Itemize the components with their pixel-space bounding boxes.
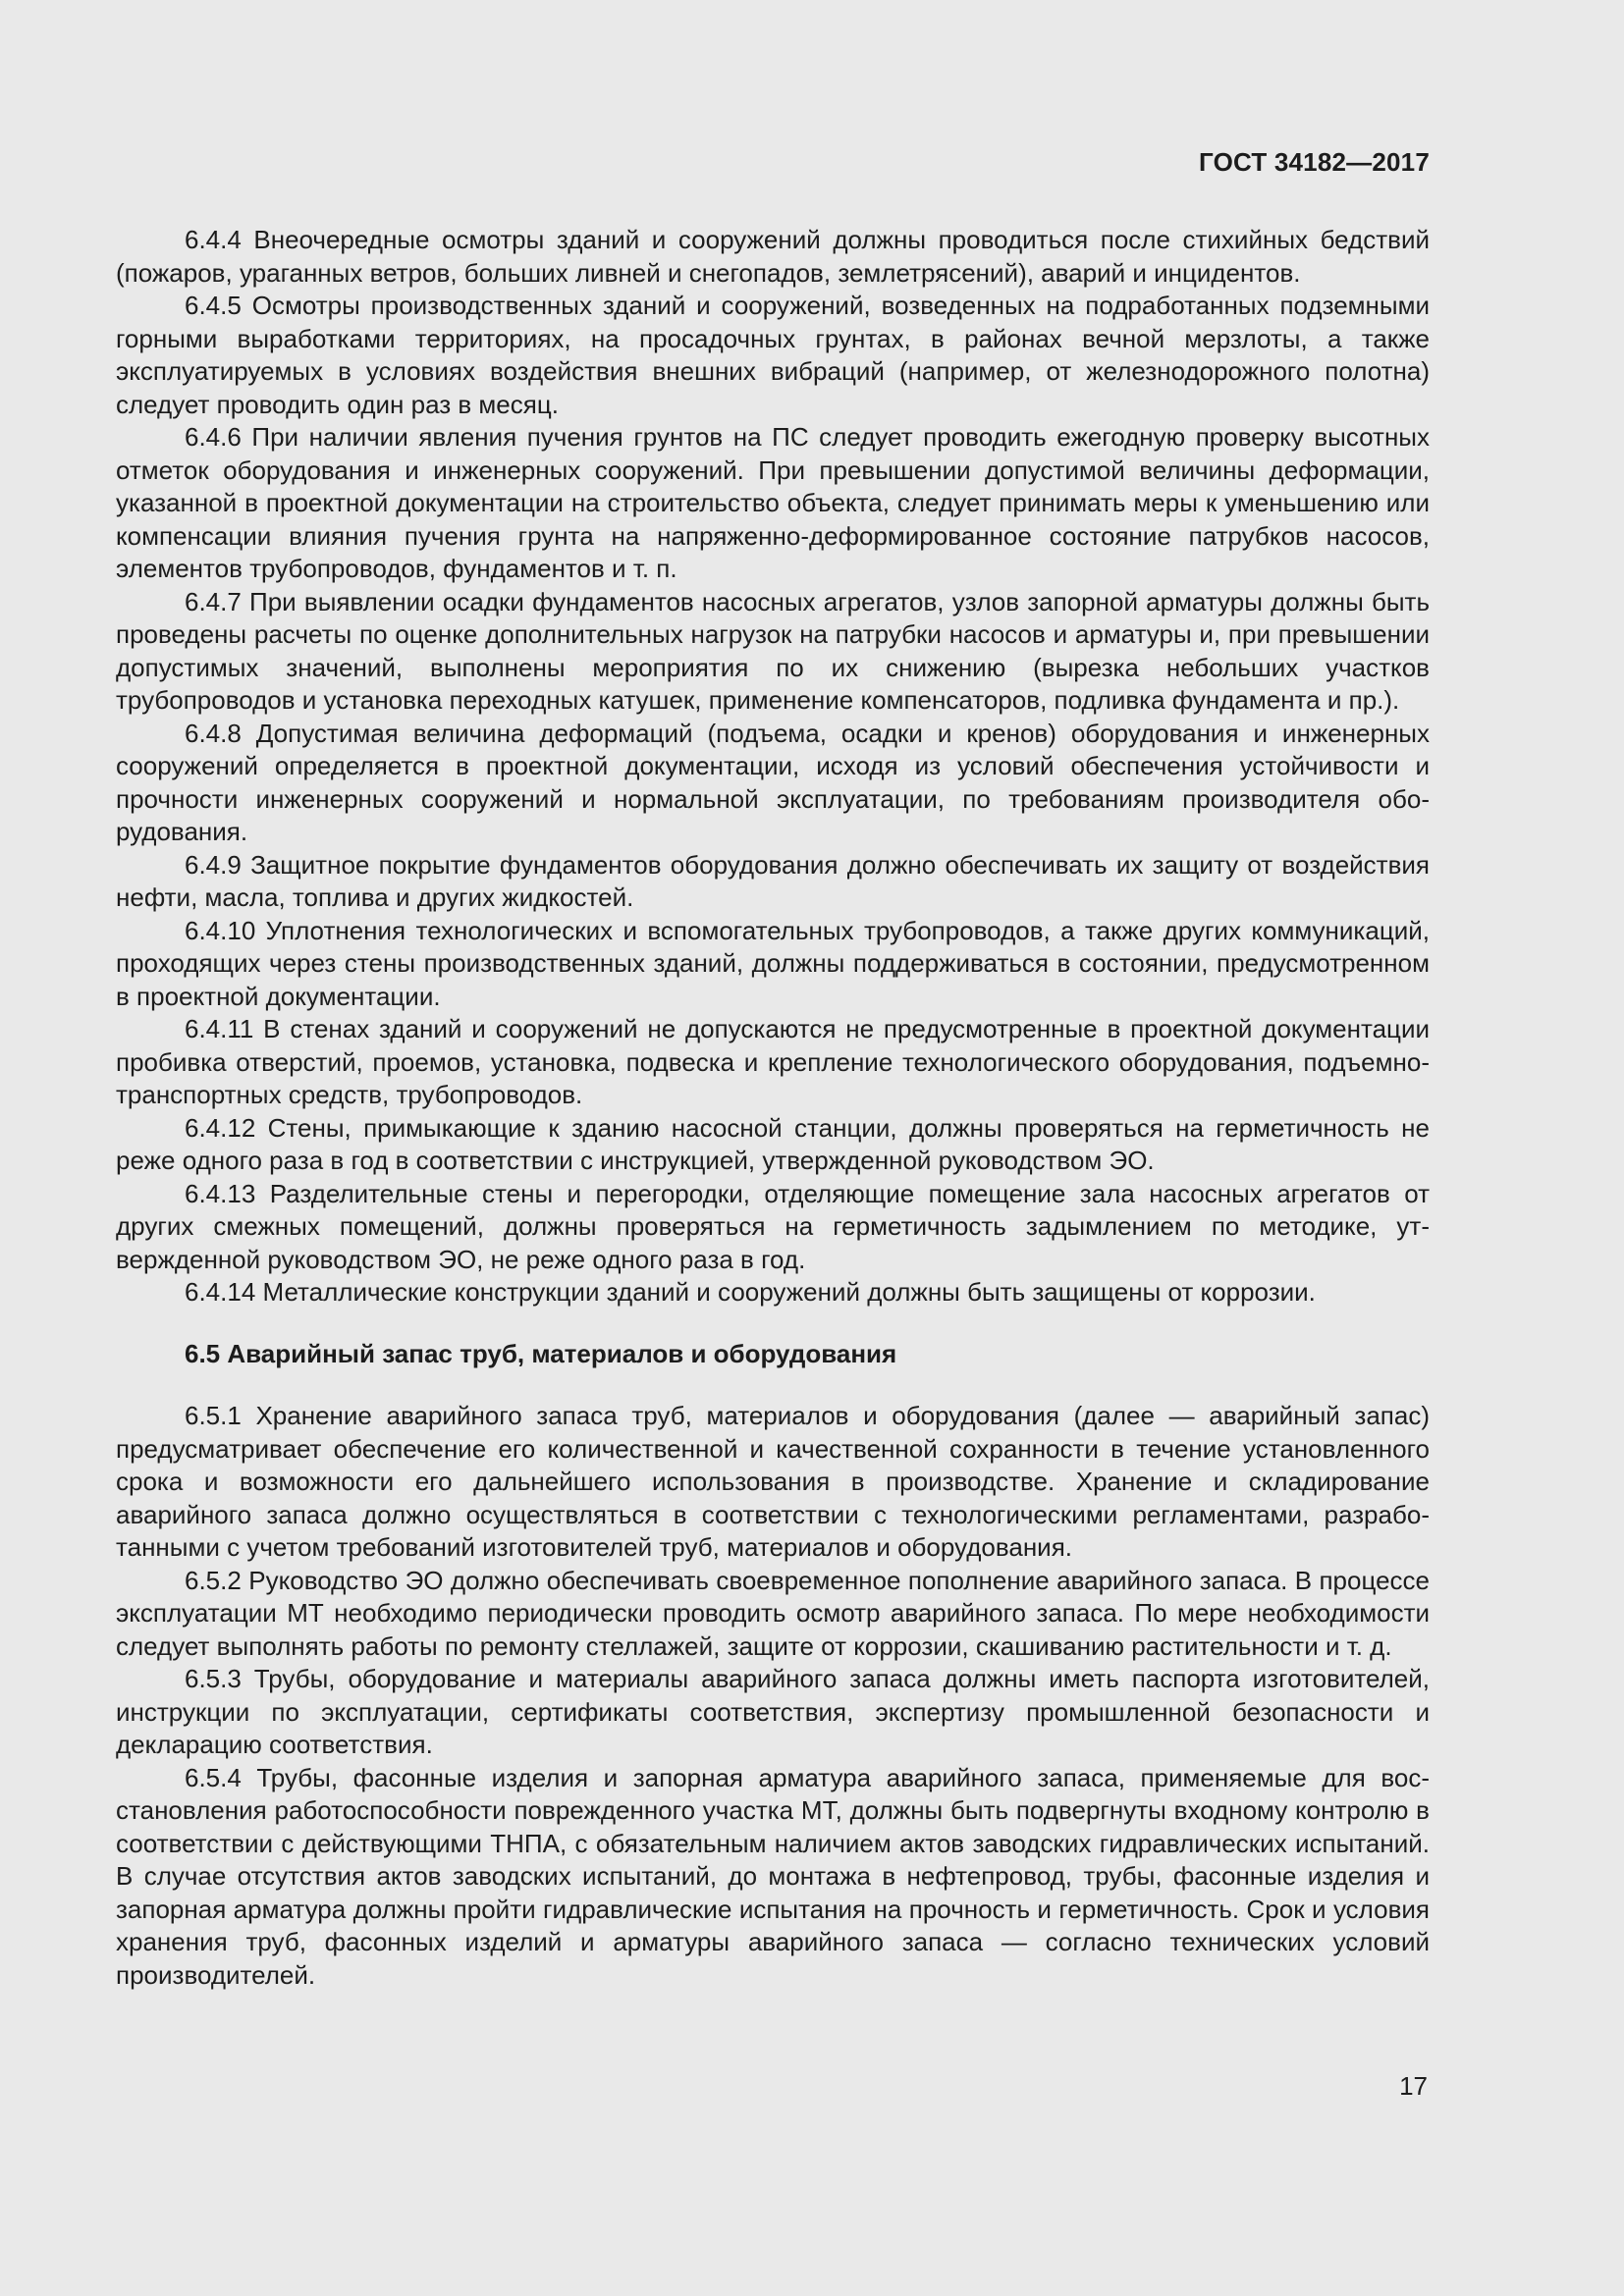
- paragraph-6-4-14: 6.4.14 Металлические конструкции зданий и сооружений должны быть защищены от коррозии.: [185, 1277, 1316, 1307]
- document-body: [116, 224, 1430, 1992]
- paragraph-6-4-13: 6.4.13 Разделительные стены и перегородки, отделяющие помещение зала насосных агрегатов от других смежных помещений, должны проверяться на герметичность задымлением по методике, утвержденной руководством ЭО, не реже одного раза в год.: [116, 1178, 1430, 1274]
- paragraph-6-4-6: 6.4.6 При наличии явления пучения грунтов на ПС следует проводить ежегодную проверку высотных отметок оборудования и инженерных сооружений. При превышении допустимой величины деформации, указанной в проектной документации на строительство объекта, следует принимать меры к уменьшению или компенсации влияния пучения грунта на напряженно-деформированное состояние патрубков насосов, элементов трубопроводов, фундаментов и т. п.: [116, 422, 1430, 583]
- paragraph-6-4-7: 6.4.7 При выявлении осадки фундаментов насосных агрегатов, узлов запорной арматуры должны быть проведены расчеты по оценке дополнительных нагрузок на патрубки насосов и арматуры и, при превышении допустимых значений, выполнены мероприятия по их снижению (вырезка небольших участков трубопроводов и установка переходных катушек, применение компенсаторов, подливка фундамента и пр.).: [116, 586, 1430, 715]
- paragraph-6-4-12: 6.4.12 Стены, примыкающие к зданию насосной станции, должны проверяться на герметичность не реже одного раза в год в соответствии с инструкцией, утвержденной руководством ЭО.: [116, 1112, 1430, 1175]
- page-number: 17: [1399, 2071, 1428, 2101]
- paragraph-6-4-5: 6.4.5 Осмотры производственных зданий и сооружений, возведенных на подработанных подземными горными выработками территориях, на просадочных грунтах, в районах вечной мерзлоты, а также эксплуатируемых в условиях воздействия внешних вибраций (например, от железнодорожного полотна) следует проводить один раз в месяц.: [116, 291, 1430, 419]
- paragraph-6-4-10: 6.4.10 Уплотнения технологических и вспомогательных трубопроводов, а также других коммуникаций, проходящих через стены производственных зданий, должны поддерживаться в состоянии, предусмотренном в проектной документации.: [116, 915, 1430, 1011]
- paragraph-6-4-9: 6.4.9 Защитное покрытие фундаментов оборудования должно обеспечивать их защиту от воздействия нефти, масла, топлива и других жидкостей.: [116, 849, 1430, 912]
- paragraph-6-4-8: 6.4.8 Допустимая величина деформаций (подъема, осадки и кренов) оборудования и инженерных сооружений определяется в проектной документации, исходя из условий обеспечения устойчивости и прочности инженерных сооружений и нормальной эксплуатации, по требованиям производителя оборудования.: [116, 718, 1430, 846]
- paragraph-6-4-4: 6.4.4 Внеочередные осмотры зданий и сооружений должны проводиться после стихийных бедствий (пожаров, ураганных ветров, больших ливней и снегопадов, землетрясений), аварий и инцидентов.: [116, 225, 1430, 288]
- paragraph-6-5-4: 6.5.4 Трубы, фасонные изделия и запорная арматура аварийного запаса, применяемые для восстановления работоспособности поврежденного участка МТ, должны быть подвергнуты входному контролю в соответствии с действующими ТНПА, с обязательным наличием актов заводских гидравлических испытаний. В случае отсутствия актов заводских испытаний, до монтажа в нефтепровод, трубы, фасонные изделия и запорная арматура должны пройти гидравлические испытания на прочность и герметичность. Срок и условия хранения труб, фасонных изделий и арматуры аварийного запаса — согласно технических условий производителей.: [116, 1762, 1430, 1990]
- paragraph-6-5-2: 6.5.2 Руководство ЭО должно обеспечивать своевременное пополнение аварийного запаса. В процессе эксплуатации МТ необходимо периодически проводить осмотр аварийного запаса. По мере необходимости следует выполнять работы по ремонту стеллажей, защите от коррозии, скашиванию растительности и т. д.: [116, 1565, 1430, 1661]
- paragraph-6-5-1: 6.5.1 Хранение аварийного запаса труб, материалов и оборудования (далее — аварийный запас) предусматривает обеспечение его количественной и качественной сохранности в течение установленного срока и возможности его дальнейшего использования в производстве. Хранение и складирование аварийного запаса должно осуществляться в соответствии с технологическими регламентами, разработанными с учетом требований изготовителей труб, материалов и оборудования.: [116, 1401, 1430, 1562]
- section-heading-6-5: 6.5 Аварийный запас труб, материалов и оборудования: [185, 1338, 897, 1368]
- document-header-id: ГОСТ 34182—2017: [1199, 147, 1430, 177]
- paragraph-6-4-11: 6.4.11 В стенах зданий и сооружений не допускаются не предусмотренные в проектной документации пробивка отверстий, проемов, установка, подвеска и крепление технологического оборудования, подъемно-транспортных средств, трубопроводов.: [116, 1014, 1430, 1109]
- paragraph-6-5-3: 6.5.3 Трубы, оборудование и материалы аварийного запаса должны иметь паспорта изготовителей, инструкции по эксплуатации, сертификаты соответствия, экспертизу промышленной безопасности и декларацию соответствия.: [116, 1664, 1430, 1759]
